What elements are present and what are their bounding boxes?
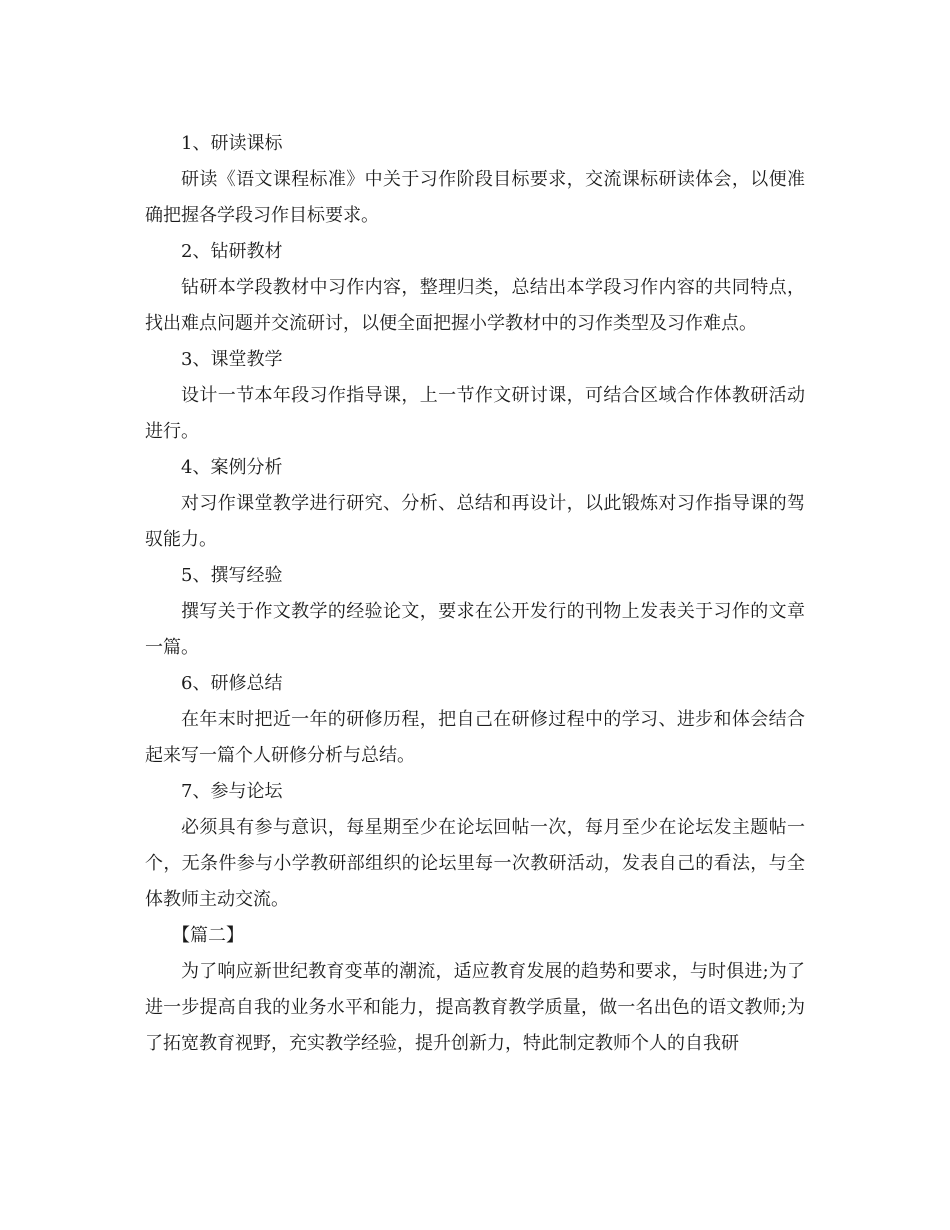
item-heading-7: 7、参与论坛 bbox=[181, 781, 283, 802]
item-heading-6: 6、研修总结 bbox=[181, 673, 283, 694]
document-content bbox=[145, 126, 805, 1062]
item-body-4: 对习作课堂教学进行研究、分析、总结和再设计，以此锻炼对习作指导课的驾驭能力。 bbox=[145, 493, 805, 550]
item-body-7: 必须具有参与意识，每星期至少在论坛回帖一次，每月至少在论坛发主题帖一个，无条件参与小学教研部组织的论坛里每一次教研活动，发表自己的看法，与全体教师主动交流。 bbox=[145, 817, 805, 910]
section-title: 【篇二】 bbox=[172, 925, 244, 946]
item-body-6: 在年末时把近一年的研修历程，把自己在研修过程中的学习、进步和体会结合起来写一篇个人研修分析与总结。 bbox=[145, 709, 805, 766]
item-body-2: 钻研本学段教材中习作内容，整理归类，总结出本学段习作内容的共同特点，找出难点问题并交流研讨，以便全面把握小学教材中的习作类型及习作难点。 bbox=[145, 277, 805, 334]
item-heading-5: 5、撰写经验 bbox=[181, 565, 283, 586]
section-body: 为了响应新世纪教育变革的潮流，适应教育发展的趋势和要求，与时俱进;为了进一步提高自我的业务水平和能力，提高教育教学质量，做一名出色的语文教师;为了拓宽教育视野，充实教学经验，提升创新力，特此制定教师个人的自我研 bbox=[145, 961, 805, 1054]
item-body-1: 研读《语文课程标准》中关于习作阶段目标要求，交流课标研读体会，以便准确把握各学段习作目标要求。 bbox=[145, 169, 805, 226]
item-heading-2: 2、钻研教材 bbox=[181, 241, 283, 262]
item-body-3: 设计一节本年段习作指导课，上一节作文研讨课，可结合区域合作体教研活动进行。 bbox=[145, 385, 805, 442]
item-heading-4: 4、案例分析 bbox=[181, 457, 283, 478]
item-heading-3: 3、课堂教学 bbox=[181, 349, 283, 370]
item-body-5: 撰写关于作文教学的经验论文，要求在公开发行的刊物上发表关于习作的文章一篇。 bbox=[145, 601, 805, 658]
item-heading-1: 1、研读课标 bbox=[181, 133, 283, 154]
